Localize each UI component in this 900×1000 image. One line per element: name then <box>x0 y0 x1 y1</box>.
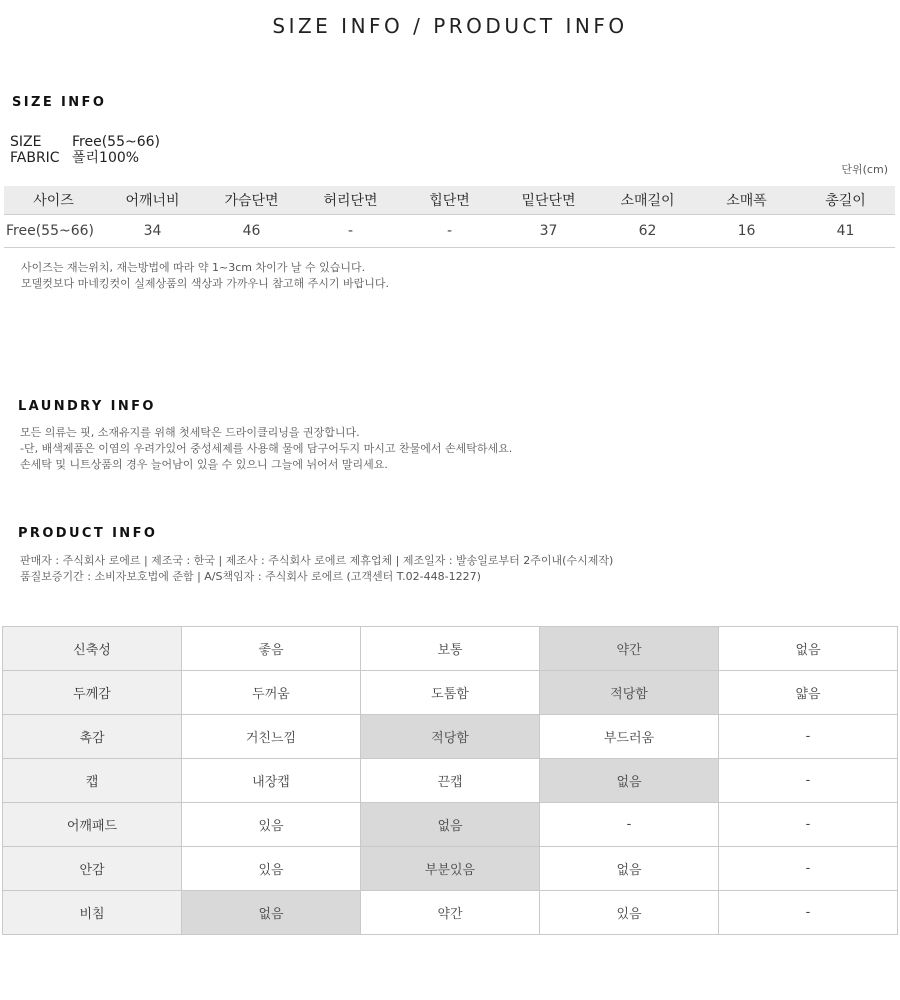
spec-option: 부드러움 <box>540 715 719 759</box>
spec-option: 내장캡 <box>182 759 361 803</box>
size-note-line: 모델컷보다 마네킹컷이 실제상품의 색상과 가까우니 참고해 주시기 바랍니다. <box>21 277 390 290</box>
size-table-cell: - <box>400 214 499 247</box>
size-table-cell: 41 <box>796 214 895 247</box>
spec-option: 부분있음 <box>361 847 540 891</box>
unit-label: 단위(cm) <box>841 163 888 176</box>
spec-option: 거친느낌 <box>182 715 361 759</box>
product-info-heading: PRODUCT INFO <box>18 526 158 541</box>
size-info-heading: SIZE INFO <box>12 95 107 110</box>
size-table-header: 소매폭 <box>697 186 796 214</box>
spec-row-shoulder-pad <box>3 803 898 847</box>
spec-row-thickness <box>3 671 898 715</box>
spec-row-stretch <box>3 627 898 671</box>
spec-option: 적당함 <box>361 715 540 759</box>
size-table-row <box>4 214 895 247</box>
fabric-key: FABRIC <box>10 150 60 166</box>
fabric-meta-row <box>10 150 139 166</box>
page-title: SIZE INFO / PRODUCT INFO <box>272 14 628 38</box>
size-table-header: 밑단단면 <box>499 186 598 214</box>
size-table-header-row <box>4 186 895 214</box>
size-table-header: 소매길이 <box>598 186 697 214</box>
spec-option: 도톰함 <box>361 671 540 715</box>
size-table-cell: 37 <box>499 214 598 247</box>
laundry-note-line: 손세탁 및 니트상품의 경우 늘어남이 있을 수 있으니 그늘에 뉘어서 말리세요. <box>20 458 388 471</box>
spec-row-lining <box>3 847 898 891</box>
product-note-line: 판매자 : 주식회사 로에르 | 제조국 : 한국 | 제조사 : 주식회사 로에르 제휴업체 | 제조일자 : 발송일로부터 2주이내(수시제작) <box>20 554 614 567</box>
size-table-header: 가슴단면 <box>202 186 301 214</box>
spec-option: 두꺼움 <box>182 671 361 715</box>
size-table-header: 사이즈 <box>4 186 103 214</box>
spec-option: 없음 <box>361 803 540 847</box>
spec-option: 좋음 <box>182 627 361 671</box>
spec-label: 촉감 <box>3 715 182 759</box>
spec-row-cup <box>3 759 898 803</box>
spec-table <box>2 626 898 935</box>
size-table-cell: 34 <box>103 214 202 247</box>
spec-option: 약간 <box>540 627 719 671</box>
spec-label: 두께감 <box>3 671 182 715</box>
laundry-notes <box>20 425 512 473</box>
size-table-cell: Free(55~66) <box>4 214 103 247</box>
laundry-note-line: -단, 배색제품은 이염의 우려가있어 중성세제를 사용해 물에 담구어두지 마시고 찬물에서 손세탁하세요. <box>20 442 513 455</box>
product-notes <box>20 553 613 585</box>
spec-option: - <box>719 759 898 803</box>
spec-option: 없음 <box>540 759 719 803</box>
size-table <box>4 186 895 248</box>
spec-label: 신축성 <box>3 627 182 671</box>
size-notes <box>21 260 389 292</box>
product-note-line: 품질보증기간 : 소비자보호법에 준함 | A/S책임자 : 주식회사 로에르 (고객센터 T.02-448-1227) <box>20 570 481 583</box>
spec-row-sheerness <box>3 891 898 935</box>
spec-option: 있음 <box>182 847 361 891</box>
spec-option: 얇음 <box>719 671 898 715</box>
size-note-line: 사이즈는 재는위치, 재는방법에 따라 약 1~3cm 차이가 날 수 있습니다. <box>21 261 366 274</box>
size-table-cell: - <box>301 214 400 247</box>
spec-option: 없음 <box>719 627 898 671</box>
spec-option: 보통 <box>361 627 540 671</box>
spec-option: - <box>719 891 898 935</box>
size-table-cell: 16 <box>697 214 796 247</box>
spec-option: - <box>540 803 719 847</box>
spec-option: - <box>719 803 898 847</box>
size-table-header: 총길이 <box>796 186 895 214</box>
spec-option: 없음 <box>182 891 361 935</box>
spec-option: - <box>719 715 898 759</box>
spec-option: 약간 <box>361 891 540 935</box>
spec-option: 끈캡 <box>361 759 540 803</box>
spec-option: 있음 <box>182 803 361 847</box>
spec-option: 없음 <box>540 847 719 891</box>
spec-row-texture <box>3 715 898 759</box>
size-table-header: 어깨너비 <box>103 186 202 214</box>
size-table-header: 힙단면 <box>400 186 499 214</box>
size-meta-row <box>10 134 160 150</box>
size-table-header: 허리단면 <box>301 186 400 214</box>
spec-label: 비침 <box>3 891 182 935</box>
size-value: Free(55~66) <box>72 134 160 150</box>
size-key: SIZE <box>10 134 42 150</box>
fabric-value: 폴리100% <box>72 150 140 166</box>
size-table-cell: 46 <box>202 214 301 247</box>
spec-option: 있음 <box>540 891 719 935</box>
size-table-cell: 62 <box>598 214 697 247</box>
spec-option: - <box>719 847 898 891</box>
laundry-note-line: 모든 의류는 핏, 소재유지를 위해 첫세탁은 드라이클리닝을 권장합니다. <box>20 426 360 439</box>
spec-option: 적당함 <box>540 671 719 715</box>
spec-label: 안감 <box>3 847 182 891</box>
laundry-info-heading: LAUNDRY INFO <box>18 399 156 414</box>
spec-label: 어깨패드 <box>3 803 182 847</box>
spec-label: 캡 <box>3 759 182 803</box>
